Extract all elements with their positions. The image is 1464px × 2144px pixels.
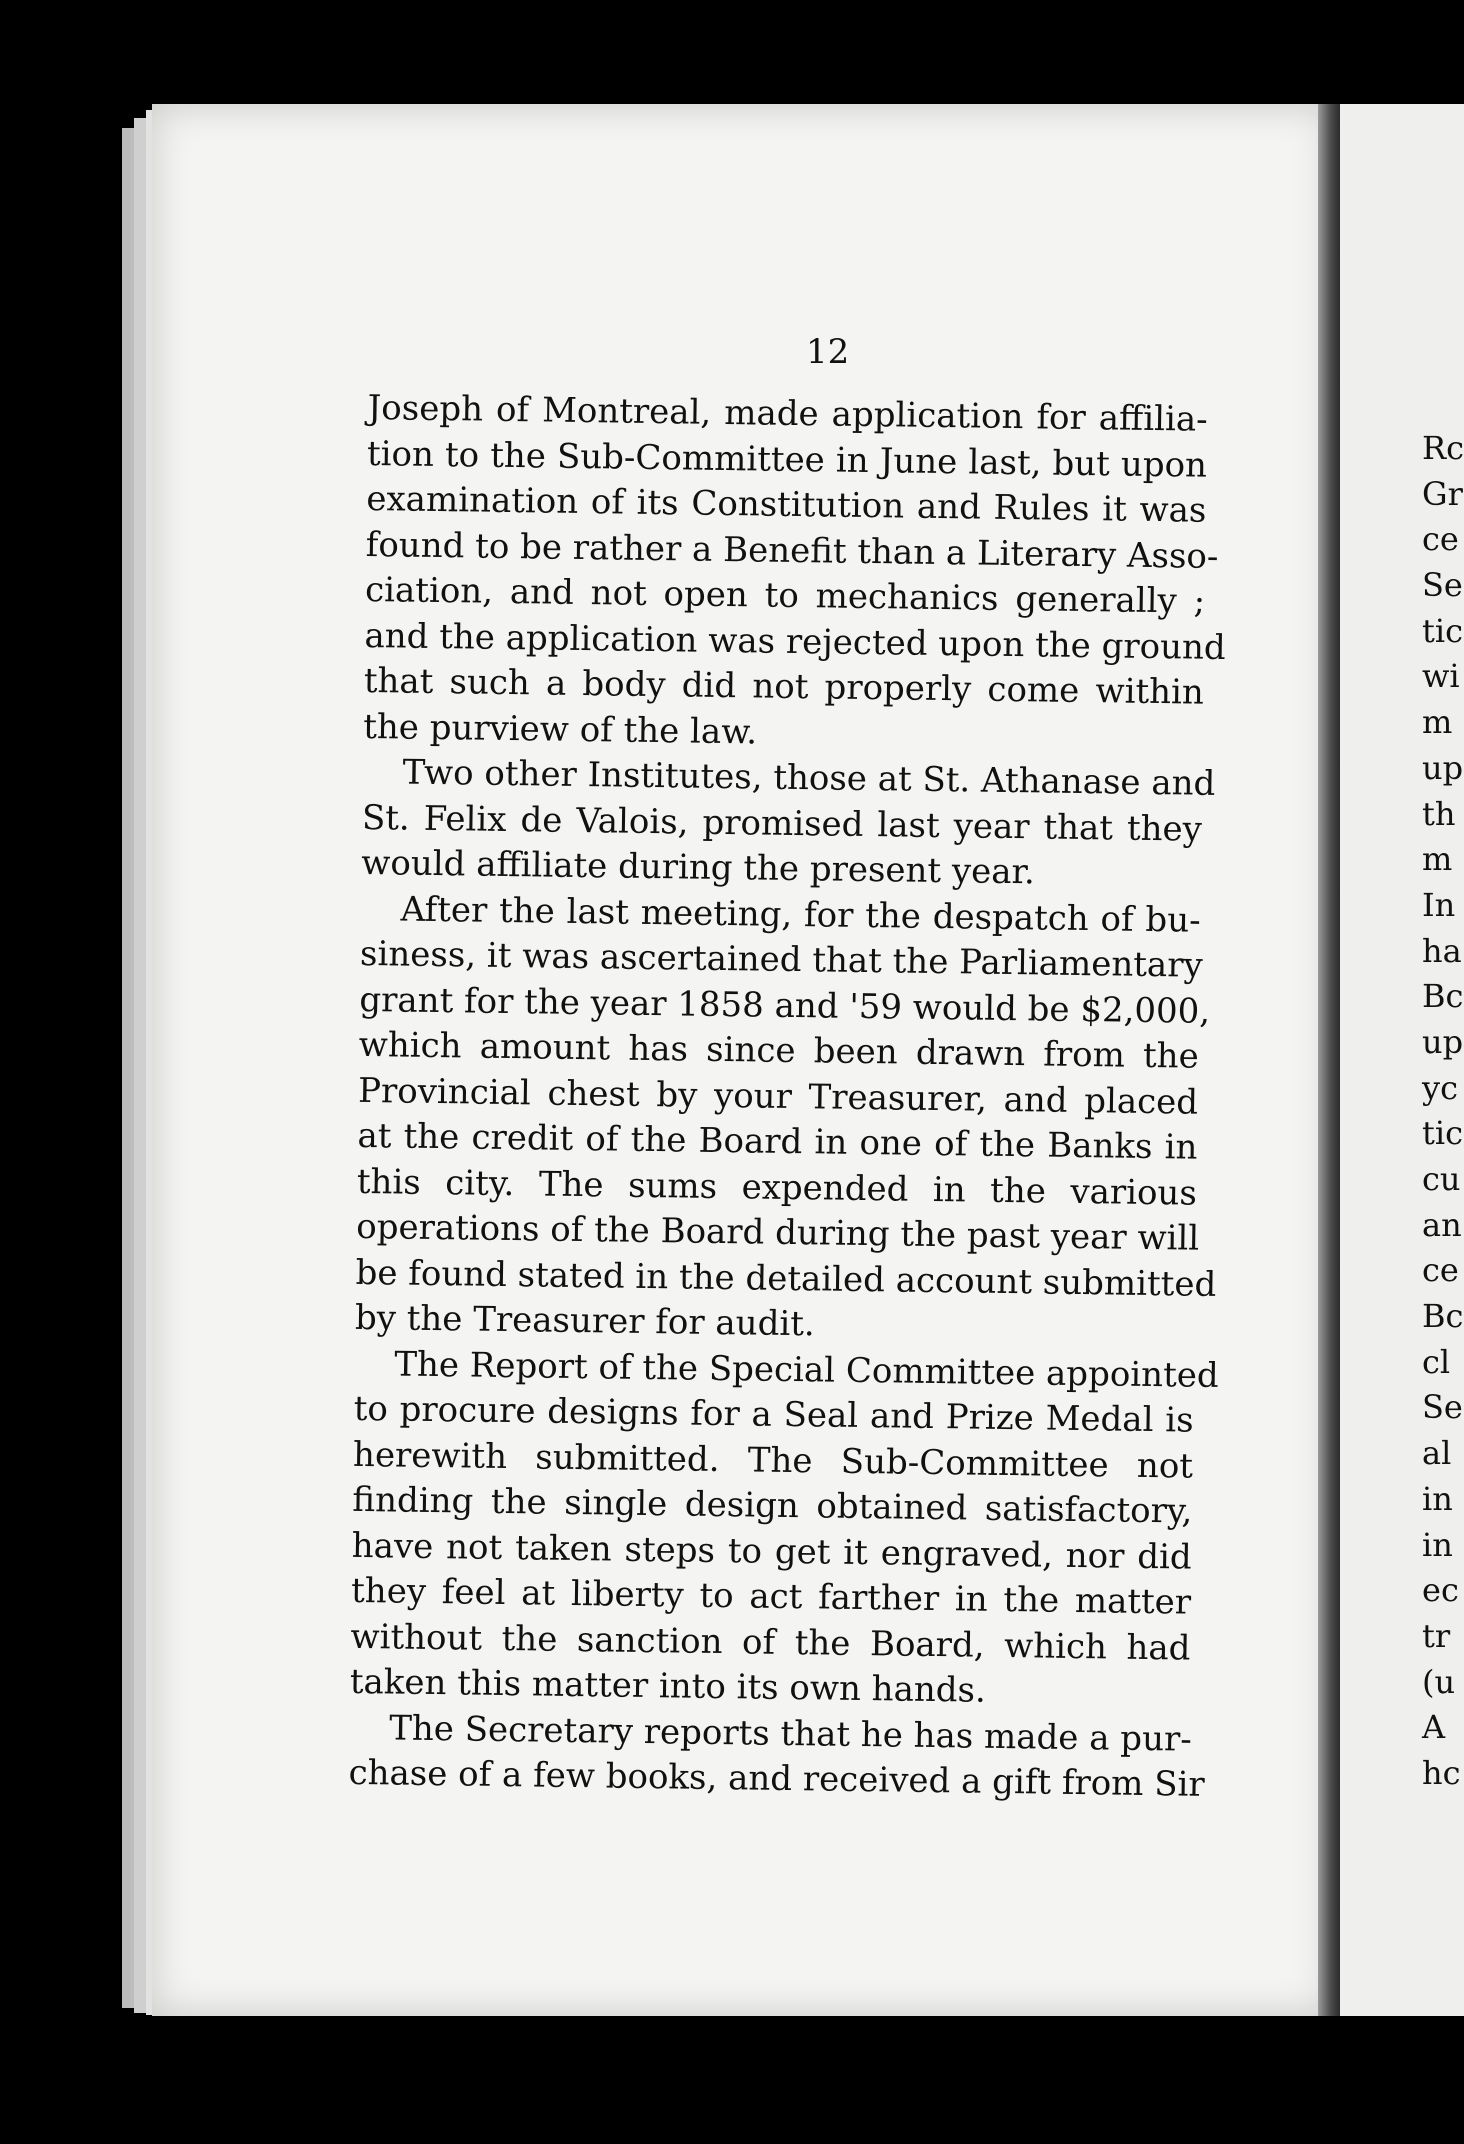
fragment-text: (u (1422, 1662, 1456, 1701)
text-line: found to be rather a Benefit than a Literary Asso- (365, 524, 1219, 577)
text-line: Provincial chest by your Treasurer, and placed (357, 1070, 1199, 1123)
fragment-text: ha (1422, 931, 1462, 970)
text-line: St. Felix de Valois, promised last year that they (361, 797, 1203, 850)
text-line: The Report of the Special Committee appointed (394, 1343, 1219, 1396)
fragment-text: al (1422, 1434, 1452, 1473)
fragment-text: m (1422, 703, 1453, 742)
text-line: at the credit of the Board in one of the Banks in (357, 1115, 1198, 1168)
fragment-text: ce (1422, 520, 1459, 559)
text-line: would affiliate during the present year. (361, 842, 1036, 893)
fragment-text: Se (1422, 1388, 1463, 1427)
text-line: have not taken steps to get it engraved, nor did (351, 1525, 1193, 1578)
text-line: After the last meeting, for the despatch of bu- (400, 889, 1201, 941)
fragment-text: Bc (1422, 1297, 1464, 1336)
text-line: be found stated in the detailed account submitted (355, 1252, 1217, 1305)
fragment-text: cu (1422, 1160, 1461, 1198)
fragment-text: In (1422, 885, 1456, 924)
fragment-text: cl (1422, 1342, 1451, 1381)
fragment-text: wi (1422, 657, 1460, 696)
fragment-text: Rc (1422, 429, 1464, 467)
fragment-text: up (1422, 748, 1464, 787)
fragment-text: m (1422, 840, 1453, 879)
text-line: without the sanction of the Board, which had (350, 1616, 1191, 1669)
fragment-text: an (1422, 1205, 1462, 1244)
text-line: finding the single design obtained satisfactory, (352, 1479, 1193, 1532)
fragment-text: in (1422, 1479, 1453, 1518)
text-line: Joseph of Montreal, made application for affilia- (367, 387, 1208, 440)
fragment-text: yc (1422, 1068, 1458, 1107)
text-line: siness, it was ascertained that the Parliamentary (359, 933, 1203, 986)
fragment-text: ce (1422, 1251, 1459, 1290)
text-line: and the application was rejected upon the ground (364, 615, 1226, 668)
fragment-text: Bc (1422, 977, 1464, 1016)
fragment-text: Se (1422, 566, 1463, 605)
text-line: The Secretary reports that he has made a pur- (388, 1707, 1193, 1760)
facing-page-fragments (1422, 426, 1464, 1797)
text-line: the purview of the law. (362, 706, 758, 752)
text-line: operations of the Board during the past year will (355, 1206, 1200, 1259)
text-line: herewith submitted. The Sub-Committee not (352, 1434, 1194, 1487)
fragment-text: A (1422, 1708, 1446, 1747)
text-line: which amount has since been drawn from the (358, 1024, 1199, 1077)
fragment-text: Gr (1422, 474, 1463, 513)
fragment-text: ec (1422, 1571, 1459, 1610)
fragment-text: tic (1422, 1114, 1464, 1153)
text-line: by the Treasurer for audit. (354, 1297, 815, 1345)
fragment-text: in (1422, 1525, 1453, 1564)
text-line: grant for the year 1858 and '59 would be $2,000, (359, 979, 1211, 1032)
fragment-text: hc (1422, 1753, 1461, 1792)
fragment-text: tr (1422, 1616, 1451, 1655)
text-line: Two other Institutes, those at St. Athanase and (402, 752, 1216, 804)
text-line: ciation, and not open to mechanics generally ; (364, 569, 1206, 622)
page-number: 12 (806, 332, 850, 372)
fragment-text: th (1422, 794, 1456, 833)
fragment-text: up (1422, 1022, 1464, 1061)
text-line: this city. The sums expended in the various (356, 1161, 1198, 1214)
book-gutter (1318, 104, 1340, 2016)
text-line: taken this matter into its own hands. (349, 1661, 987, 1711)
text-line: they feel at liberty to act farther in the matter (350, 1570, 1192, 1623)
text-line: to procure designs for a Seal and Prize Medal is (353, 1388, 1194, 1441)
page-body-text (348, 386, 1226, 1808)
text-line: tion to the Sub-Committee in June last, but upon (366, 433, 1208, 486)
text-line: examination of its Constitution and Rules it was (366, 478, 1207, 531)
text-line: chase of a few books, and received a gift from Sir (348, 1752, 1205, 1805)
fragment-text: tic (1422, 611, 1464, 650)
text-line: that such a body did not properly come within (363, 660, 1205, 713)
